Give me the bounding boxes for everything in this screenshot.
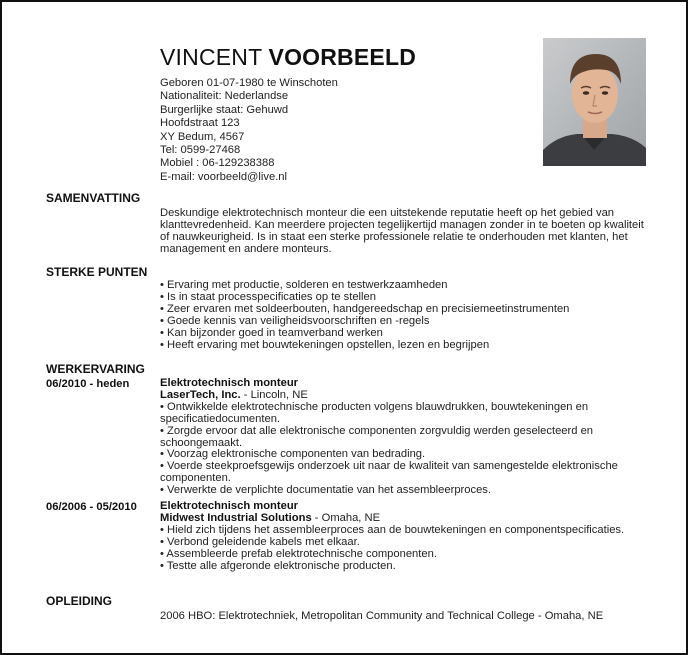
marital-status: Burgerlijke staat: Gehuwd <box>160 103 289 116</box>
job-2-company: Midwest Industrial Solutions <box>160 511 312 524</box>
email: E-mail: voorbeeld@live.nl <box>160 170 288 183</box>
job-1 <box>160 378 645 497</box>
job-1-location: - Lincoln, NE <box>240 388 308 401</box>
experience-heading: WERKERVARING <box>46 362 145 376</box>
street-address: Hoofdstraat 123 <box>160 117 240 130</box>
summary-heading: SAMENVATTING <box>46 191 141 205</box>
job-1-company: LaserTech, Inc. <box>160 388 241 401</box>
job-2-title: Elektrotechnisch monteur <box>160 500 299 512</box>
list-item: • Heeft ervaring met bouwtekeningen opstellen, lezen en begrijpen <box>160 338 490 351</box>
birth-info: Geboren 01-07-1980 te Winschoten <box>160 77 338 89</box>
list-item: • Verwerkte de verplichte documentatie van het assembleerproces. <box>160 484 492 497</box>
postal-city: XY Bedum, 4567 <box>160 130 245 143</box>
phone: Tel: 0599-27468 <box>160 144 241 157</box>
contact-details <box>160 77 338 184</box>
strengths-list <box>160 280 645 351</box>
list-item: • Ontwikkelde elektrotechnische producten volgens blauwdrukken, bouwtekeningen en specificatiedocumenten. <box>160 400 589 425</box>
portrait-icon <box>543 38 646 166</box>
list-item: • Is in staat processpecificaties op te stellen <box>160 290 376 303</box>
list-item: • Hield zich tijdens het assembleerproces aan de bouwtekeningen en componentspecificaties. <box>160 523 625 536</box>
profile-photo <box>543 38 646 166</box>
list-item: • Kan bijzonder goed in teamverband werken <box>160 326 383 339</box>
first-name: VINCENT <box>160 44 262 70</box>
job-2-dates: 06/2006 - 05/2010 <box>46 501 137 513</box>
nationality: Nationaliteit: Nederlandse <box>160 90 289 103</box>
job-2-location: - Omaha, NE <box>311 511 381 524</box>
education-heading: OPLEIDING <box>46 594 113 608</box>
list-item: • Assembleerde prefab elektrotechnische componenten. <box>160 547 437 560</box>
list-item: • Voorzag elektronische componenten van bedrading. <box>160 448 426 461</box>
list-item: • Ervaring met productie, solderen en testwerkzaamheden <box>160 279 448 291</box>
list-item: • Zorgde ervoor dat alle elektronische componenten zorgvuldig werden geselecteerd en schoongemaakt. <box>160 424 594 449</box>
job-2 <box>160 501 645 572</box>
job-1-dates: 06/2010 - heden <box>46 378 130 390</box>
education-text: 2006 HBO: Elektrotechniek, Metropolitan Community and Technical College - Omaha, NE <box>160 610 604 622</box>
list-item: • Testte alle afgeronde elektronische producten. <box>160 559 396 572</box>
summary-text: Deskundige elektrotechnisch monteur die een uitstekende reputatie heeft op het gebied van klanttevredenheid. Kan meerdere projecten tegelijkertijd managen zonder in te boeten op kwaliteit of nauwkeurigheid. Is in staat een sterke professionele relatie te onderhouden met klanten, het management en andere monteurs. <box>160 207 644 255</box>
list-item: • Goede kennis van veiligheidsvoorschriften en -regels <box>160 314 430 327</box>
list-item: • Zeer ervaren met soldeerbouten, handgereedschap en precisiemeetinstrumenten <box>160 302 570 315</box>
list-item: • Verbond geleidende kabels met elkaar. <box>160 535 360 548</box>
job-1-title: Elektrotechnisch monteur <box>160 377 299 389</box>
strengths-heading: STERKE PUNTEN <box>46 265 148 279</box>
list-item: • Voerde steekproefsgewijs onderzoek uit naar de kwaliteit van samengestelde elektronische componenten. <box>160 460 618 485</box>
last-name: VOORBEELD <box>268 44 417 70</box>
mobile: Mobiel : 06-129238388 <box>160 157 275 170</box>
candidate-name <box>160 44 416 71</box>
